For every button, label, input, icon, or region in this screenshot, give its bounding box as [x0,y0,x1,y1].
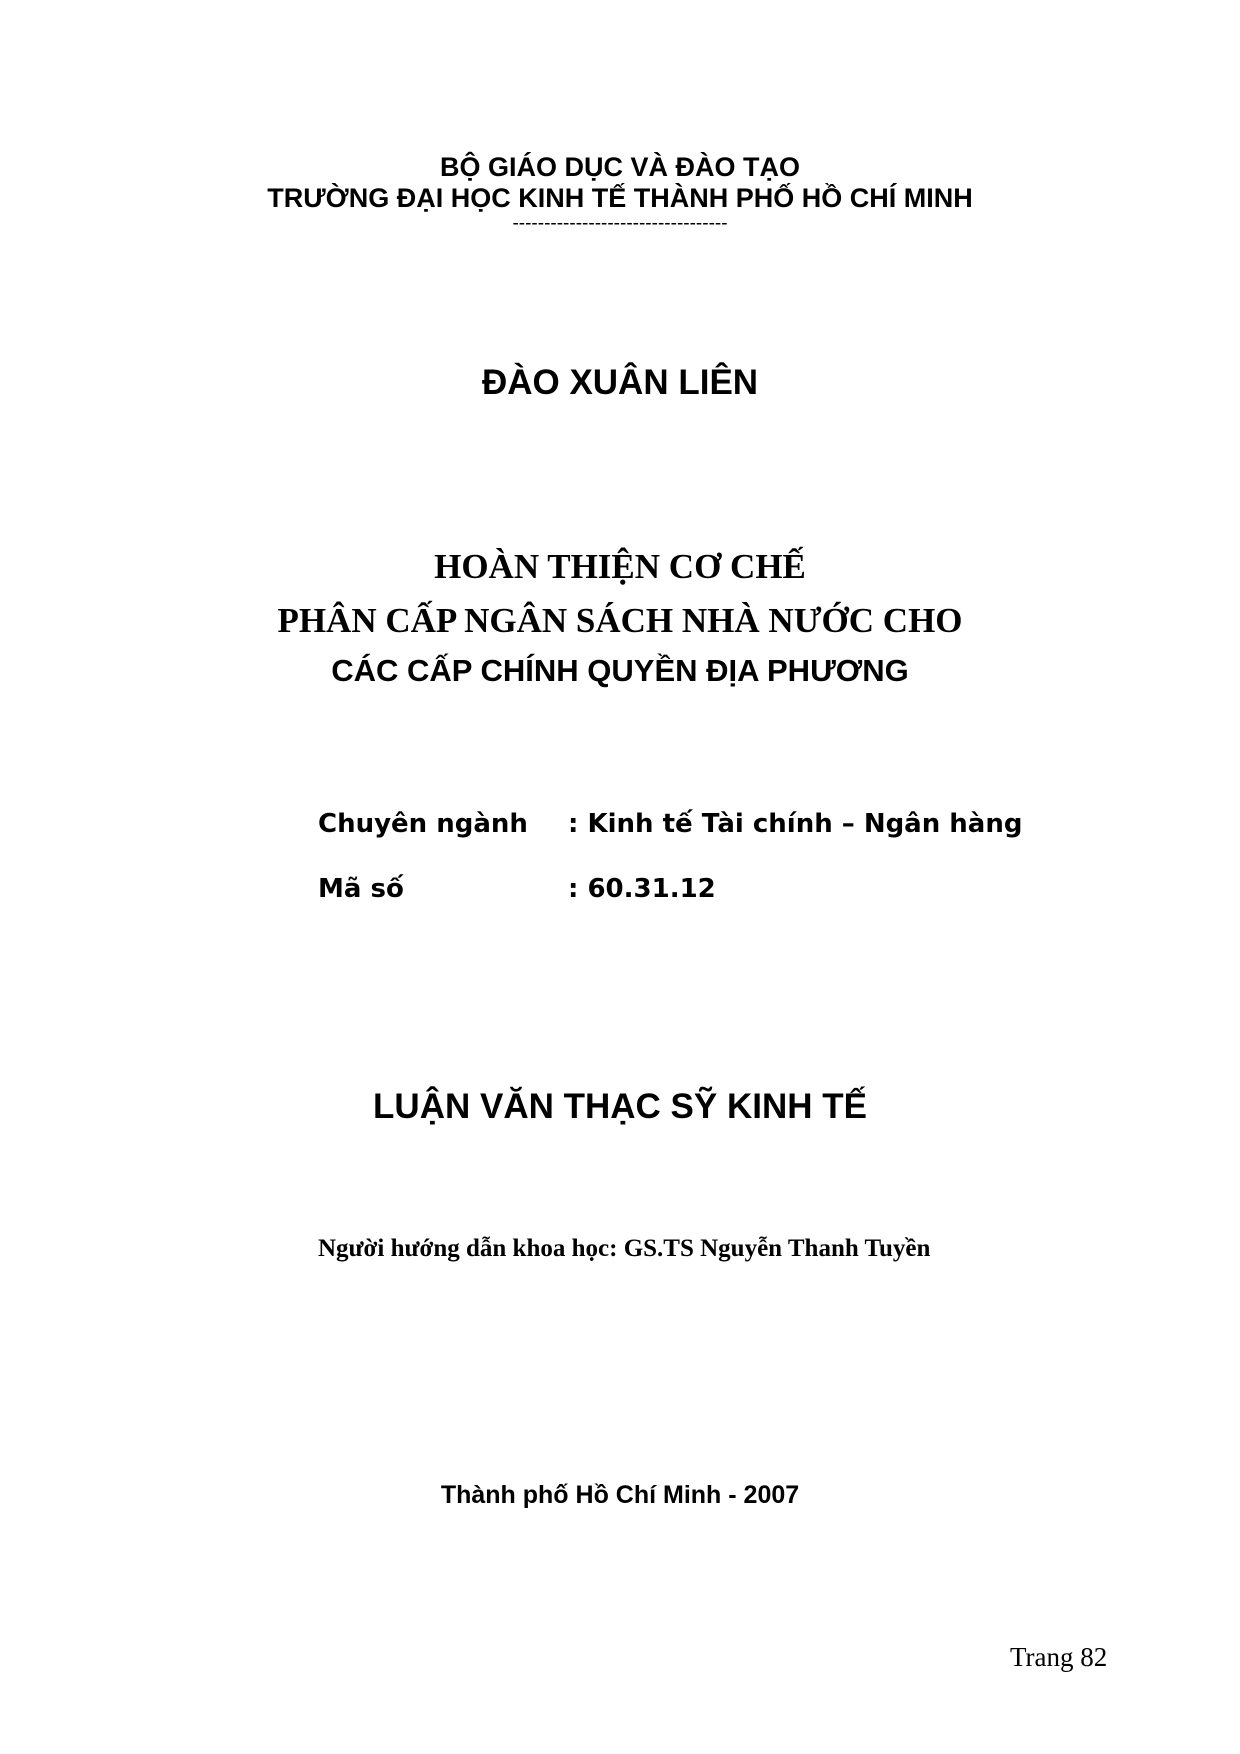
major-label: Chuyên ngành [318,809,528,839]
code-label: Mã số [318,874,404,904]
degree-title: LUẬN VĂN THẠC SỸ KINH TẾ [373,1087,867,1126]
author-name: ĐÀO XUÂN LIÊN [481,363,759,402]
place-and-year: Thành phố Hồ Chí Minh - 2007 [440,1481,800,1509]
thesis-title-line-1: HOÀN THIỆN CƠ CHẾ [434,547,806,586]
major-value: : Kinh tế Tài chính – Ngân hàng [568,809,1023,839]
code-row [318,869,1118,909]
advisor-line: Người hướng dẫn khoa học: GS.TS Nguyễn Thanh Tuyền [318,1235,931,1262]
thesis-title-line-3: CÁC CẤP CHÍNH QUYỀN ĐỊA PHƯƠNG [331,653,909,688]
code-value: : 60.31.12 [568,874,716,904]
ministry-heading: BỘ GIÁO DỤC VÀ ĐÀO TẠO [439,152,800,182]
header-divider: ---------------------------------- [512,213,728,234]
page-number: Trang 82 [1010,1642,1108,1672]
major-row [318,804,1118,844]
university-heading: TRƯỜNG ĐẠI HỌC KINH TẾ THÀNH PHỐ HỒ CHÍ MINH [267,183,973,213]
thesis-title-line-2: PHÂN CẤP NGÂN SÁCH NHÀ NƯỚC CHO [277,601,963,640]
